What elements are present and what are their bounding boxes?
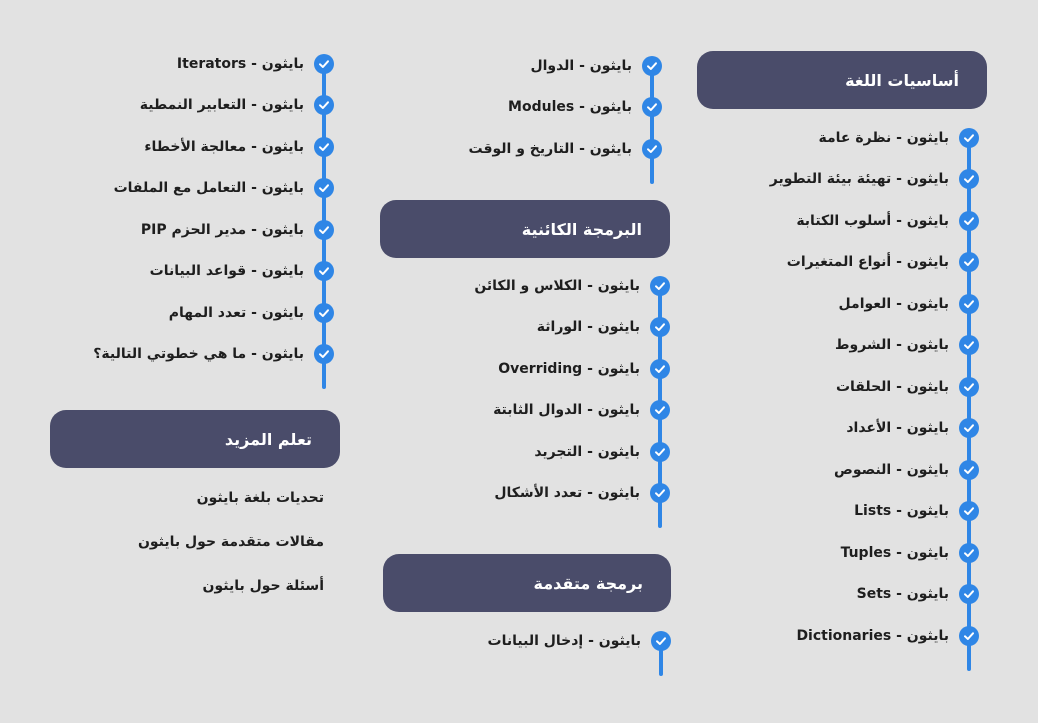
lesson-item[interactable] [380, 473, 670, 515]
check-icon [314, 137, 334, 157]
lesson-item[interactable] [50, 251, 334, 293]
basics-section [697, 51, 987, 657]
lesson-item[interactable] [50, 43, 334, 85]
lesson-label: بايثون - التجريد [534, 443, 640, 460]
check-icon [314, 54, 334, 74]
oop-section [380, 200, 670, 514]
check-icon [959, 377, 979, 397]
lesson-label: بايثون - مدير الحزم PIP [140, 221, 304, 238]
lesson-label: بايثون - الشروط [834, 337, 949, 354]
lesson-label: بايثون - الأعداد [846, 420, 949, 437]
learn-more-title: تعلم المزيد [224, 429, 312, 449]
advanced-section [383, 554, 671, 662]
basics-header[interactable] [697, 51, 987, 109]
advanced-more-list [50, 43, 334, 375]
check-icon [959, 501, 979, 521]
check-icon [642, 139, 662, 159]
check-icon [651, 631, 671, 651]
advanced-title: برمجة متقدمة [533, 573, 643, 593]
lesson-item[interactable] [380, 128, 662, 170]
basics-list [697, 117, 979, 657]
oop-header[interactable] [380, 200, 670, 258]
lesson-item[interactable] [380, 87, 662, 129]
check-icon [314, 220, 334, 240]
check-icon [959, 460, 979, 480]
lesson-label: بايثون - النصوص [834, 461, 949, 478]
lesson-label: بايثون - التاريخ و الوقت [468, 140, 632, 157]
advanced-list [383, 620, 671, 662]
check-icon [650, 483, 670, 503]
check-icon [959, 584, 979, 604]
lesson-item[interactable] [380, 45, 662, 87]
lesson-item[interactable] [697, 615, 979, 657]
check-icon [959, 211, 979, 231]
lesson-label: بايثون - إدخال البيانات [487, 632, 641, 649]
check-icon [650, 276, 670, 296]
check-icon [959, 169, 979, 189]
check-icon [314, 303, 334, 323]
lesson-item[interactable] [380, 307, 670, 349]
lesson-label: بايثون - الوراثة [536, 319, 640, 336]
learn-more-link[interactable]: تحديات بلغة بايثون [196, 490, 324, 506]
lesson-item[interactable] [697, 283, 979, 325]
check-icon [642, 97, 662, 117]
check-icon [642, 56, 662, 76]
check-icon [650, 442, 670, 462]
lesson-item[interactable] [697, 325, 979, 367]
learn-more-link[interactable]: مقالات متقدمة حول بايثون [137, 534, 324, 550]
lesson-item[interactable] [50, 85, 334, 127]
oop-title: البرمجة الكائنية [521, 219, 642, 239]
learn-more-link[interactable]: أسئلة حول بايثون [202, 578, 324, 594]
lesson-label: بايثون - الدوال [530, 57, 632, 74]
lesson-label: بايثون - قواعد البيانات [149, 263, 304, 280]
check-icon [959, 626, 979, 646]
check-icon [650, 317, 670, 337]
lesson-item[interactable] [697, 449, 979, 491]
lesson-label: بايثون - Dictionaries [796, 627, 949, 644]
check-icon [959, 294, 979, 314]
check-icon [959, 128, 979, 148]
learn-more-header[interactable] [50, 410, 340, 468]
check-icon [650, 400, 670, 420]
lesson-label: بايثون - Overriding [498, 360, 640, 377]
lesson-label: بايثون - Sets [856, 586, 949, 603]
lesson-item[interactable] [380, 431, 670, 473]
lesson-label: بايثون - Modules [508, 99, 632, 116]
lesson-label: بايثون - معالجة الأخطاء [144, 138, 304, 155]
lesson-item[interactable] [50, 334, 334, 376]
oop-list [380, 265, 670, 514]
lesson-label: بايثون - التعامل مع الملفات [113, 180, 304, 197]
advanced-header[interactable] [383, 554, 671, 612]
lesson-label: بايثون - الدوال الثابتة [493, 402, 640, 419]
lesson-item[interactable] [50, 126, 334, 168]
check-icon [650, 359, 670, 379]
lesson-label: بايثون - ما هي خطوتي التالية؟ [93, 346, 304, 363]
lesson-item[interactable] [697, 200, 979, 242]
lesson-item[interactable] [380, 265, 670, 307]
lesson-label: بايثون - Iterators [176, 55, 304, 72]
check-icon [959, 543, 979, 563]
lesson-label: بايثون - Tuples [840, 544, 949, 561]
lesson-label: بايثون - أنواع المتغيرات [786, 254, 949, 271]
lesson-label: بايثون - نظرة عامة [818, 129, 949, 146]
functions-list [380, 45, 662, 170]
lesson-item[interactable] [383, 620, 671, 662]
lesson-item[interactable] [697, 532, 979, 574]
lesson-item[interactable] [697, 408, 979, 450]
check-icon [959, 418, 979, 438]
check-icon [314, 178, 334, 198]
lesson-label: بايثون - أسلوب الكتابة [796, 212, 949, 229]
lesson-label: بايثون - الحلقات [835, 378, 949, 395]
lesson-label: بايثون - Lists [854, 503, 949, 520]
lesson-item[interactable] [380, 390, 670, 432]
lesson-item[interactable] [50, 209, 334, 251]
check-icon [314, 261, 334, 281]
lesson-item[interactable] [697, 117, 979, 159]
lesson-label: بايثون - تعدد الأشكال [494, 485, 640, 502]
lesson-item[interactable] [697, 491, 979, 533]
check-icon [959, 335, 979, 355]
lesson-item[interactable] [50, 168, 334, 210]
check-icon [959, 252, 979, 272]
lesson-item[interactable] [697, 159, 979, 201]
check-icon [314, 344, 334, 364]
lesson-item[interactable] [697, 242, 979, 284]
functions-section [380, 45, 662, 170]
basics-title: أساسيات اللغة [845, 70, 959, 90]
lesson-label: بايثون - العوامل [838, 295, 949, 312]
lesson-label: بايثون - تعدد المهام [168, 304, 304, 321]
check-icon [314, 95, 334, 115]
lesson-item[interactable] [380, 348, 670, 390]
lesson-item[interactable] [50, 292, 334, 334]
lesson-item[interactable] [697, 366, 979, 408]
lesson-label: بايثون - تهيئة بيئة التطوير [769, 171, 949, 188]
lesson-label: بايثون - الكلاس و الكائن [474, 277, 640, 294]
learn-more-section [50, 410, 340, 608]
advanced-more-section [50, 43, 334, 375]
lesson-label: بايثون - التعابير النمطية [139, 97, 304, 114]
learn-more-links [50, 476, 340, 608]
lesson-item[interactable] [697, 574, 979, 616]
